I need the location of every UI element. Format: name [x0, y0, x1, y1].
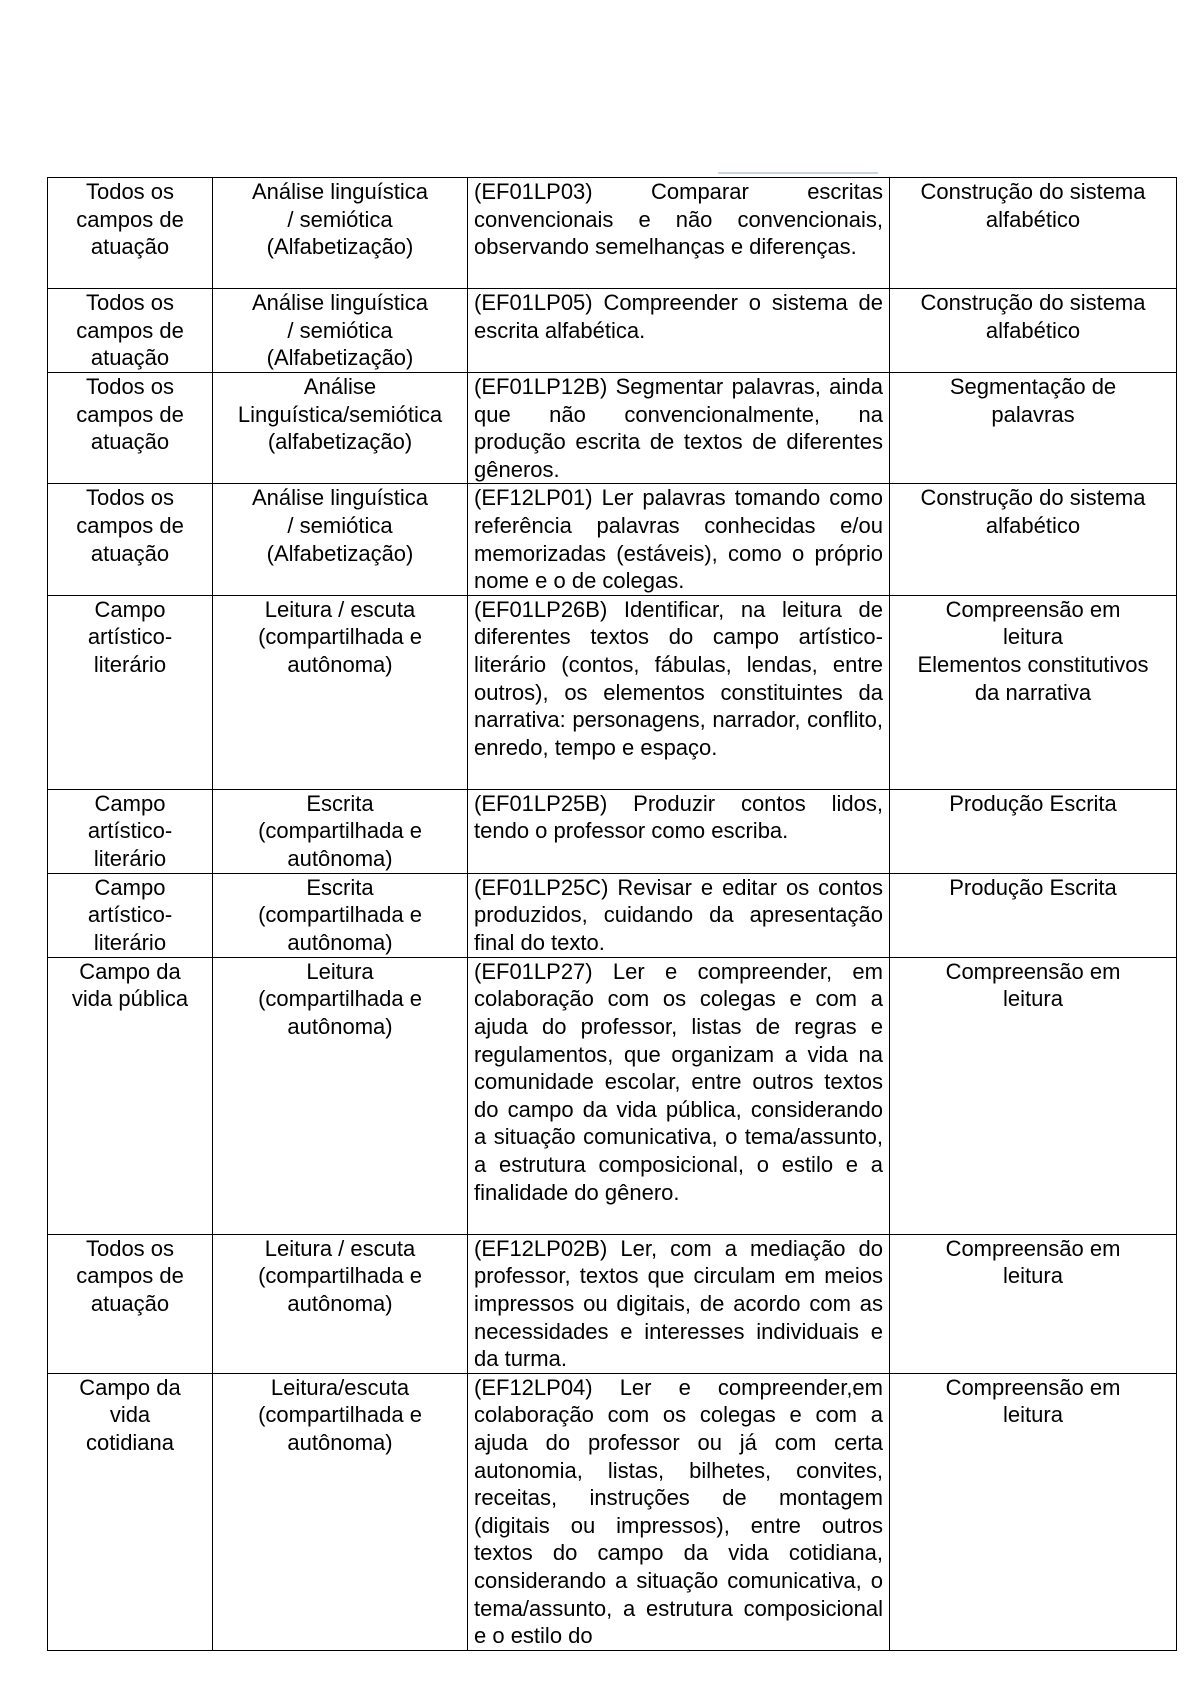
- cell-campo: Campo artístico- literário: [48, 789, 213, 873]
- cell-campo: Todos os campos de atuação: [48, 289, 213, 373]
- cell-campo: Todos os campos de atuação: [48, 1234, 213, 1373]
- cell-habilidade: (EF12LP02B) Ler, com a mediação do professor, textos que circulam em meios impressos ou digitais, de acordo com as necessidades e interesses individuais e da turma.: [468, 1234, 890, 1373]
- cell-pratica: Leitura/escuta (compartilhada e autônoma): [213, 1373, 468, 1650]
- table-row: [48, 178, 1177, 289]
- table-row: [48, 957, 1177, 1234]
- cell-campo: Todos os campos de atuação: [48, 178, 213, 289]
- cell-objeto: Construção do sistema alfabético: [890, 484, 1177, 595]
- curriculum-table: [47, 177, 1177, 1651]
- cell-objeto: Construção do sistema alfabético: [890, 289, 1177, 373]
- table-row: [48, 373, 1177, 484]
- cell-objeto: Compreensão em leitura: [890, 1373, 1177, 1650]
- cell-objeto: Produção Escrita: [890, 789, 1177, 873]
- cell-habilidade: (EF01LP26B) Identificar, na leitura de diferentes textos do campo artístico-literário (contos, fábulas, lendas, entre outros), os elementos constituintes da narrativa: personagens, narrador, conflito, enredo, tempo e espaço.: [468, 595, 890, 789]
- table-row: [48, 595, 1177, 789]
- cell-habilidade: (EF01LP25C) Revisar e editar os contos produzidos, cuidando da apresentação final do texto.: [468, 873, 890, 957]
- table-row: [48, 484, 1177, 595]
- cell-habilidade: (EF12LP01) Ler palavras tomando como referência palavras conhecidas e/ou memorizadas (estáveis), como o próprio nome e o de colegas.: [468, 484, 890, 595]
- faint-header-mark: [718, 172, 878, 174]
- cell-objeto: Segmentação de palavras: [890, 373, 1177, 484]
- table-row: [48, 789, 1177, 873]
- cell-pratica: Escrita (compartilhada e autônoma): [213, 789, 468, 873]
- cell-campo: Campo da vida cotidiana: [48, 1373, 213, 1650]
- cell-objeto: Compreensão em leitura Elementos constitutivos da narrativa: [890, 595, 1177, 789]
- cell-habilidade: (EF12LP04) Ler e compreender,em colaboração com os colegas e com a ajuda do professor ou já com certa autonomia, listas, bilhetes, convites, receitas, instruções de montagem (digitais ou impressos), entre outros textos do campo da vida cotidiana, considerando a situação comunicativa, o tema/assunto, a estrutura composicional e o estilo do: [468, 1373, 890, 1650]
- cell-pratica: Escrita (compartilhada e autônoma): [213, 873, 468, 957]
- cell-objeto: Compreensão em leitura: [890, 957, 1177, 1234]
- cell-campo: Campo artístico- literário: [48, 595, 213, 789]
- cell-habilidade: (EF01LP27) Ler e compreender, em colaboração com os colegas e com a ajuda do professor, listas de regras e regulamentos, que organizam a vida na comunidade escolar, entre outros textos do campo da vida pública, considerando a situação comunicativa, o tema/assunto, a estrutura composicional, o estilo e a finalidade do gênero.: [468, 957, 890, 1234]
- cell-campo: Todos os campos de atuação: [48, 373, 213, 484]
- cell-pratica: Análise Linguística/semiótica (alfabetização): [213, 373, 468, 484]
- cell-campo: Campo artístico- literário: [48, 873, 213, 957]
- cell-pratica: Análise linguística / semiótica (Alfabetização): [213, 178, 468, 289]
- cell-habilidade: (EF01LP25B) Produzir contos lidos, tendo o professor como escriba.: [468, 789, 890, 873]
- cell-pratica: Leitura (compartilhada e autônoma): [213, 957, 468, 1234]
- cell-habilidade: (EF01LP12B) Segmentar palavras, ainda que não convencionalmente, na produção escrita de textos de diferentes gêneros.: [468, 373, 890, 484]
- cell-campo: Todos os campos de atuação: [48, 484, 213, 595]
- table-row: [48, 1234, 1177, 1373]
- cell-habilidade: (EF01LP05) Compreender o sistema de escrita alfabética.: [468, 289, 890, 373]
- cell-pratica: Análise linguística / semiótica (Alfabetização): [213, 484, 468, 595]
- table-row: [48, 873, 1177, 957]
- cell-habilidade: (EF01LP03) Comparar escritas convencionais e não convencionais, observando semelhanças e diferenças.: [468, 178, 890, 289]
- cell-objeto: Construção do sistema alfabético: [890, 178, 1177, 289]
- cell-objeto: Compreensão em leitura: [890, 1234, 1177, 1373]
- cell-pratica: Leitura / escuta (compartilhada e autônoma): [213, 1234, 468, 1373]
- table-row: [48, 289, 1177, 373]
- cell-pratica: Leitura / escuta (compartilhada e autônoma): [213, 595, 468, 789]
- table-row: [48, 1373, 1177, 1650]
- cell-pratica: Análise linguística / semiótica (Alfabetização): [213, 289, 468, 373]
- cell-campo: Campo da vida pública: [48, 957, 213, 1234]
- cell-objeto: Produção Escrita: [890, 873, 1177, 957]
